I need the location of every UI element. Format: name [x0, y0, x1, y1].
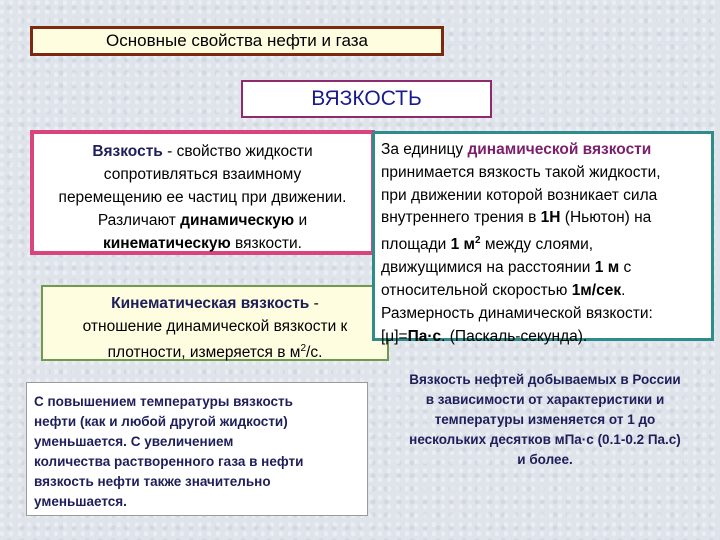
definition-text-5: вязкости.	[230, 235, 302, 252]
area-superscript: 2	[475, 235, 481, 247]
dynamic-line-1	[381, 139, 711, 162]
heading: ВЯЗКОСТЬ	[311, 87, 422, 110]
term-kinematic-viscosity: Кинематическая вязкость	[111, 295, 310, 312]
dynamic-line-3: при движении которой возникает сила	[381, 186, 658, 204]
kinematic-line-2: отношение динамической вязкости к	[82, 317, 348, 335]
dynamic-line-7	[381, 280, 711, 303]
unit-newton: 1Н	[540, 209, 561, 227]
definition-line-2: сопротивляться взаимному	[103, 166, 302, 183]
kinematic-superscript: 2	[300, 343, 307, 354]
dynamic-line-9	[381, 326, 711, 349]
definition-text-4: Различают	[97, 212, 181, 229]
dynamic-line-5	[381, 230, 711, 257]
definition-line-5	[34, 232, 371, 255]
dynamic-text-4b: (Ньютон) на	[560, 209, 652, 227]
definition-text-4b: и	[294, 212, 308, 229]
dynamic-viscosity-box	[372, 131, 714, 345]
temperature-line: количества растворенного газа в нефти	[34, 454, 304, 469]
definition-text-1: свойство жидкости	[176, 143, 313, 160]
page-title: Основные свойства нефти и газа	[106, 31, 368, 50]
temperature-line: С повышением температуры вязкость	[34, 394, 293, 409]
russia-line: температуры изменяется от 1 до	[434, 412, 656, 427]
term-viscosity: Вязкость	[92, 143, 163, 160]
definition-line-4	[34, 209, 371, 232]
term-dynamic: динамическую	[180, 212, 295, 229]
dynamic-text-5: площади	[381, 236, 451, 254]
kinematic-dash: -	[309, 295, 319, 312]
temperature-line: вязкость нефти также значительно	[34, 474, 271, 489]
unit-distance: 1 м	[594, 259, 620, 277]
temperature-line: уменьшается. С увеличением	[34, 434, 234, 449]
russia-line: и более.	[517, 452, 573, 467]
kinematic-text-3b: /с.	[306, 344, 323, 362]
title-box	[30, 26, 444, 56]
temperature-line: уменьшается.	[34, 494, 127, 509]
dynamic-line-4	[381, 207, 711, 230]
dynamic-text-6b: с	[619, 259, 632, 277]
dynamic-line-6	[381, 257, 711, 280]
russia-line: в зависимости от характеристики и	[425, 392, 665, 407]
dynamic-text-7b: .	[621, 281, 626, 299]
dynamic-line-8: Размерность динамической вязкости:	[381, 304, 653, 322]
russia-line: Вязкость нефтей добываемых в России	[409, 372, 681, 387]
definition-line-1	[34, 140, 371, 163]
temperature-line: нефти (как и любой другой жидкости)	[34, 414, 288, 429]
dynamic-text-9b: . (Паскаль-секунда).	[441, 327, 588, 345]
dynamic-text-5b: между слоями,	[480, 236, 594, 254]
russia-line: нескольких десятков мПа·с (0.1-0.2 Па.с)	[409, 432, 681, 447]
dynamic-text-9: [μ]=	[381, 327, 408, 345]
kinematic-viscosity-box	[41, 285, 389, 361]
temperature-note-box	[26, 382, 368, 516]
unit-velocity: 1м/сек	[571, 281, 622, 299]
term-kinematic: кинематическую	[103, 235, 231, 252]
kinematic-line-3	[43, 338, 387, 365]
dynamic-text-1: За единицу	[381, 141, 468, 158]
term-dynamic-viscosity: динамической вязкости	[467, 141, 652, 158]
dynamic-text-4: внутреннего трения в	[381, 209, 541, 227]
unit-area: 1 м	[450, 236, 476, 254]
dynamic-text-6: движущимися на расстоянии	[381, 259, 595, 277]
dynamic-text-7: относительной скоростью	[381, 281, 572, 299]
unit-pascal-second: Па·с	[407, 327, 442, 345]
heading-box	[241, 80, 492, 118]
definition-dash: -	[162, 143, 177, 160]
russia-viscosity-note	[372, 370, 718, 480]
definition-line-3: перемещению ее частиц при движении.	[58, 189, 347, 206]
kinematic-text-3: плотности, измеряется в м	[107, 344, 301, 362]
dynamic-line-2: принимается вязкость такой жидкости,	[381, 163, 661, 181]
definition-box	[30, 130, 375, 255]
kinematic-line-1	[43, 293, 387, 316]
